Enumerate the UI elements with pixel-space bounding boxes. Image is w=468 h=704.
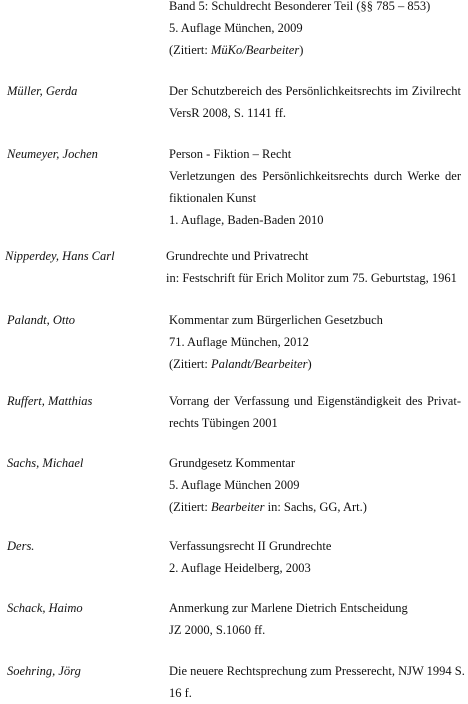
work-line: JZ 2000, S.1060 ff.: [169, 623, 266, 637]
entry-author: Ruffert, Matthias: [7, 394, 93, 408]
citation-short: MüKo/Bearbeiter: [211, 43, 300, 57]
work-line: Vorrang der Verfassung und Eigenständigkeit des Privat-: [169, 394, 461, 408]
citation-suffix: ): [307, 357, 312, 371]
work-line: 5. Auflage München 2009: [169, 478, 300, 492]
work-line: Grundrechte und Privatrecht: [166, 249, 309, 263]
entry-author: Palandt, Otto: [7, 313, 76, 327]
continuation-entry: [169, 0, 454, 61]
citation-prefix: (Zitiert:: [169, 357, 211, 371]
citation-line: [169, 496, 461, 518]
entry-work: [169, 597, 461, 641]
work-line: 1. Auflage, Baden-Baden 2010: [169, 213, 324, 227]
entry-author: Neumeyer, Jochen: [7, 147, 98, 161]
entry-work: [169, 309, 461, 375]
entry-work: [169, 80, 461, 124]
citation-short: Bearbeiter: [211, 500, 265, 514]
citation-line: [169, 353, 461, 375]
work-line: Band 5: Schuldrecht Besonderer Teil (§§ 785 – 853): [169, 0, 431, 13]
work-line: rechts Tübingen 2001: [169, 416, 278, 430]
work-line: 71. Auflage München, 2012: [169, 335, 309, 349]
citation-prefix: (Zitiert:: [169, 500, 211, 514]
work-line: Verfassungsrecht II Grundrechte: [169, 539, 332, 553]
citation-line: [169, 39, 454, 61]
entry-work: [169, 535, 461, 579]
work-line: 2. Auflage Heidelberg, 2003: [169, 561, 311, 575]
work-line: fiktionalen Kunst: [169, 191, 257, 205]
entry-author: Schack, Haimo: [7, 601, 83, 615]
entry-author: Soehring, Jörg: [7, 664, 81, 678]
citation-suffix: in: Sachs, GG, Art.): [264, 500, 367, 514]
work-line: Anmerkung zur Marlene Dietrich Entscheidung: [169, 601, 408, 615]
entry-work: [169, 143, 461, 231]
work-line: Kommentar zum Bürgerlichen Gesetzbuch: [169, 313, 383, 327]
work-line: Verletzungen des Persönlichkeitsrechts durch Werke der: [169, 169, 461, 183]
work-line: 5. Auflage München, 2009: [169, 21, 303, 35]
entry-work: [169, 452, 461, 518]
work-line: 16 f.: [169, 686, 192, 700]
work-line: Grundgesetz Kommentar: [169, 456, 296, 470]
work-line: Der Schutzbereich des Persönlichkeitsrechts im Zivilrecht: [169, 84, 461, 98]
work-line: in: Festschrift für Erich Molitor zum 75. Geburtstag, 1961: [166, 271, 457, 285]
entry-author: Sachs, Michael: [7, 456, 84, 470]
citation-prefix: (Zitiert:: [169, 43, 211, 57]
entry-work: [166, 245, 461, 289]
entry-work: [169, 390, 461, 434]
entry-author: Ders.: [7, 539, 35, 553]
citation-short: Palandt/Bearbeiter: [211, 357, 308, 371]
entry-author: Nipperdey, Hans Carl: [5, 249, 115, 263]
entry-work: [169, 660, 465, 704]
work-line: VersR 2008, S. 1141 ff.: [169, 106, 287, 120]
work-line: Person - Fiktion – Recht: [169, 147, 292, 161]
entry-author: Müller, Gerda: [7, 84, 78, 98]
citation-suffix: ): [299, 43, 304, 57]
work-line: Die neuere Rechtsprechung zum Presserecht, NJW 1994 S.: [169, 664, 465, 678]
